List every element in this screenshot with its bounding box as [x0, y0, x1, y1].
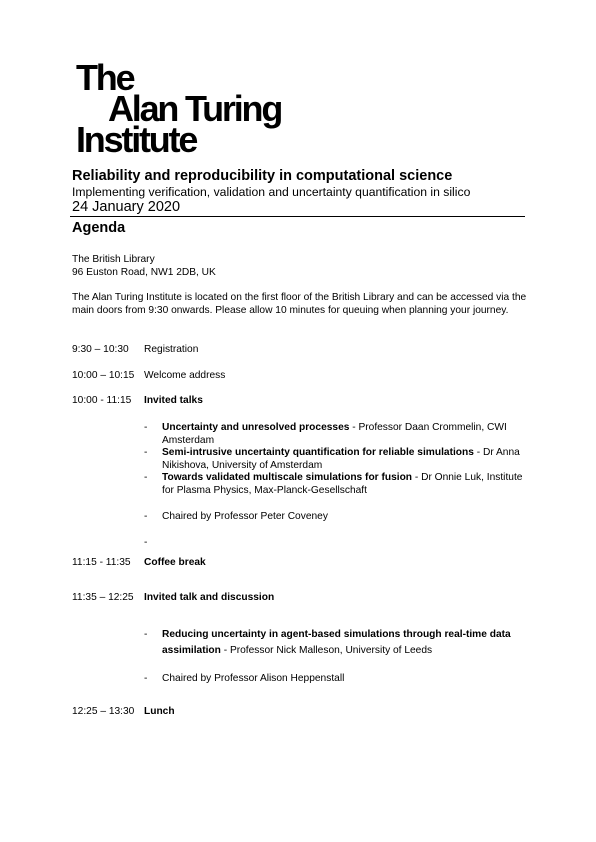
schedule-time: 11:15 - 11:35	[72, 557, 131, 568]
document-title: Reliability and reproducibility in computational science	[72, 168, 453, 184]
venue-name: The British Library	[72, 254, 155, 265]
turing-institute-logo	[76, 57, 282, 160]
bullet-dash: -	[144, 673, 148, 684]
schedule-event: Lunch	[144, 706, 175, 717]
talk-speaker: - Professor Nick Malleson, University of Leeds	[220, 644, 433, 656]
logo-line-3: Institute	[76, 119, 197, 160]
list-item	[144, 671, 528, 687]
intro-paragraph: The Alan Turing Institute is located on the first floor of the British Library and can be accessed via the main doors from 9:30 onwards. Please allow 10 minutes for queuing when planning your journey.	[72, 292, 527, 316]
talk-speaker: - Dr Onnie Luk, Institute for Plasma Physics, Max-Planck-Gesellschaft	[162, 472, 523, 496]
talk-title: Towards validated multiscale simulations for fusion	[162, 472, 413, 484]
venue-block	[72, 254, 216, 279]
logo-line-1: The	[76, 57, 134, 98]
talk-speaker: - Dr Anna Nikishova, University of Amsterdam	[162, 447, 520, 471]
schedule-time: 9:30 – 10:30	[72, 344, 129, 355]
schedule-time: 10:00 – 10:15	[72, 370, 135, 381]
schedule-event: Invited talk and discussion	[144, 592, 275, 603]
document-subtitle: Implementing verification, validation and uncertainty quantification in silico	[72, 185, 471, 199]
talk-speaker: - Professor Daan Crommelin, CWI Amsterdam	[162, 422, 507, 446]
list-item	[144, 511, 528, 524]
talk-title: Semi-intrusive uncertainty quantification for reliable simulations	[162, 447, 474, 459]
schedule-event: Invited talks	[144, 395, 203, 406]
list-item	[144, 472, 528, 497]
schedule-time: 11:35 – 12:25	[72, 592, 134, 603]
venue-address: 96 Euston Road, NW1 2DB, UK	[72, 266, 216, 278]
schedule-event: Registration	[144, 344, 199, 355]
list-item	[144, 627, 528, 658]
list-item	[144, 447, 528, 472]
logo-line-2: Alan Turing	[108, 88, 282, 129]
schedule-time: 12:25 – 13:30	[72, 706, 135, 717]
schedule-event: Coffee break	[144, 557, 206, 568]
schedule-event: Welcome address	[144, 370, 226, 381]
session-chair: Chaired by Professor Peter Coveney	[162, 510, 328, 522]
bullet-dash: -	[144, 472, 148, 484]
talk-title: Uncertainty and unresolved processes	[162, 422, 350, 433]
bullet-dash: -	[144, 422, 148, 433]
header-divider	[70, 216, 525, 217]
bullet-dash: -	[144, 447, 148, 459]
bullet-dash: -	[144, 510, 148, 522]
discussion-talk-list	[144, 627, 528, 687]
section-heading: Agenda	[72, 220, 126, 236]
event-date: 24 January 2020	[72, 199, 181, 215]
bullet-dash: -	[144, 537, 148, 549]
bullet-dash: -	[144, 629, 148, 640]
schedule-time: 10:00 - 11:15	[72, 395, 132, 406]
list-item	[144, 422, 528, 447]
session-chair: Chaired by Professor Alison Heppenstall	[162, 673, 345, 684]
talk-title: Reducing uncertainty in agent-based simulations through real-time data assimilation	[162, 629, 511, 656]
invited-talks-list	[144, 422, 528, 549]
